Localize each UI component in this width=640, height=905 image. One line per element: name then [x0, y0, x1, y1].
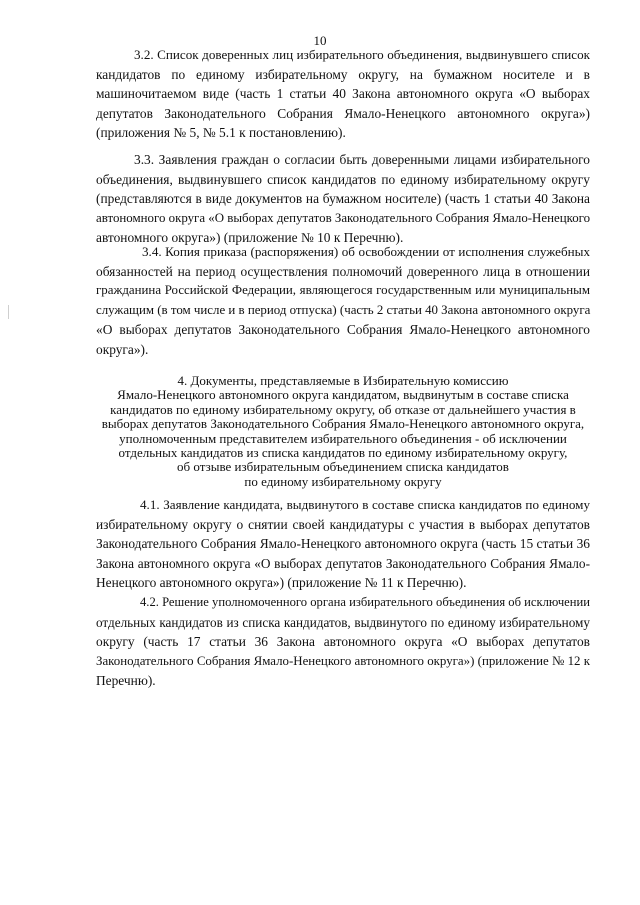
margin-mark	[8, 305, 9, 319]
text-line: обязанностей на период осуществления полномочий доверенного лица в отношении	[96, 263, 590, 279]
text-line: объединения, выдвинувшего список кандидатов по единому избирательному округу	[96, 171, 590, 187]
section-4-heading	[96, 374, 590, 489]
text-line: Законодательного Собрания Ямало-Ненецкого автономного округа») (приложение № 12 к	[96, 653, 590, 668]
heading-line: отдельных кандидатов из списка кандидатов по единому избирательному округу,	[118, 445, 568, 461]
heading-line: кандидатов по единому избирательному округу, об отказе от дальнейшего участия в	[110, 401, 576, 417]
text-line: служащим (в том числе и в период отпуска) (часть 2 статьи 40 Закона автономного округа	[96, 302, 591, 317]
text-line: автономного округа «О выборах депутатов Законодательного Собрания Ямало-Ненецкого	[96, 210, 591, 225]
paragraph-4-1	[96, 495, 590, 593]
text-line: кандидатов по единому избирательному округу, на бумажном носителе и в	[96, 66, 590, 82]
text-line: 4.2. Решение уполномоченного органа избирательного объединения об исключении	[140, 595, 590, 609]
text-line: округу (часть 17 статьи 36 Закона автономного округа «О выборах депутатов	[96, 634, 590, 650]
text-line: (представляются в виде документов на бумажном носителе) (часть 1 статьи 40 Закона	[96, 191, 590, 207]
heading-line: 4. Документы, представляемые в Избирательную комиссию	[177, 373, 509, 388]
text-line: «О выборах депутатов Законодательного Собрания Ямало-Ненецкого автономного	[96, 322, 590, 338]
heading-line: Ямало-Ненецкого автономного округа кандидатом, выдвинутым в составе списка	[117, 387, 569, 403]
page-number: 10	[313, 33, 327, 48]
text-line: Законодательного Собрания Ямало-Ненецкого автономного округа (часть 15 статьи 36	[96, 536, 590, 552]
text-line: 3.4. Копия приказа (распоряжения) об освобождении от исполнения служебных	[142, 244, 590, 259]
text-line: 3.3. Заявления граждан о согласии быть доверенными лицами избирательного	[134, 152, 590, 167]
text-line: избирательному округу о снятии своей кандидатуры с участия в выборах депутатов	[96, 516, 590, 532]
text-line: депутатов Законодательного Собрания Ямало-Ненецкого автономного округа»)	[96, 105, 590, 121]
text-line: гражданина Российской Федерации, являющегося государственным или муниципальным	[96, 283, 590, 298]
paragraph-3-3	[96, 150, 590, 248]
text-line: (приложения № 5, № 5.1 к постановлению).	[96, 125, 346, 141]
text-line: округа»).	[96, 341, 149, 357]
paragraph-3-2	[96, 45, 590, 143]
text-line: 4.1. Заявление кандидата, выдвинутого в составе списка кандидатов по единому	[140, 497, 590, 512]
text-line: машиночитаемом виде (часть 1 статьи 40 Закона автономного округа «О выборах	[96, 86, 590, 102]
text-line: Ненецкого автономного округа») (приложение № 11 к Перечню).	[96, 575, 467, 591]
text-line: отдельных кандидатов из списка кандидатов, выдвинутого по единому избирательному	[96, 614, 590, 630]
heading-line: уполномоченным представителем избирательного объединения - об исключении	[119, 430, 567, 446]
text-line: автономного округа») (приложение № 10 к Перечню).	[96, 230, 404, 246]
text-line: 3.2. Список доверенных лиц избирательного объединения, выдвинувшего список	[134, 47, 590, 62]
heading-line: об отзыве избирательным объединением списка кандидатов	[177, 459, 509, 475]
paragraph-3-4	[96, 242, 590, 360]
heading-line: выборах депутатов Законодательного Собрания Ямало-Ненецкого автономного округа,	[101, 416, 585, 432]
paragraph-4-2	[96, 593, 590, 691]
heading-line: по единому избирательному округу	[244, 473, 442, 489]
text-line: Закона автономного округа «О выборах депутатов Законодательного Собрания Ямало-	[96, 555, 590, 571]
text-line: Перечню).	[96, 673, 156, 689]
